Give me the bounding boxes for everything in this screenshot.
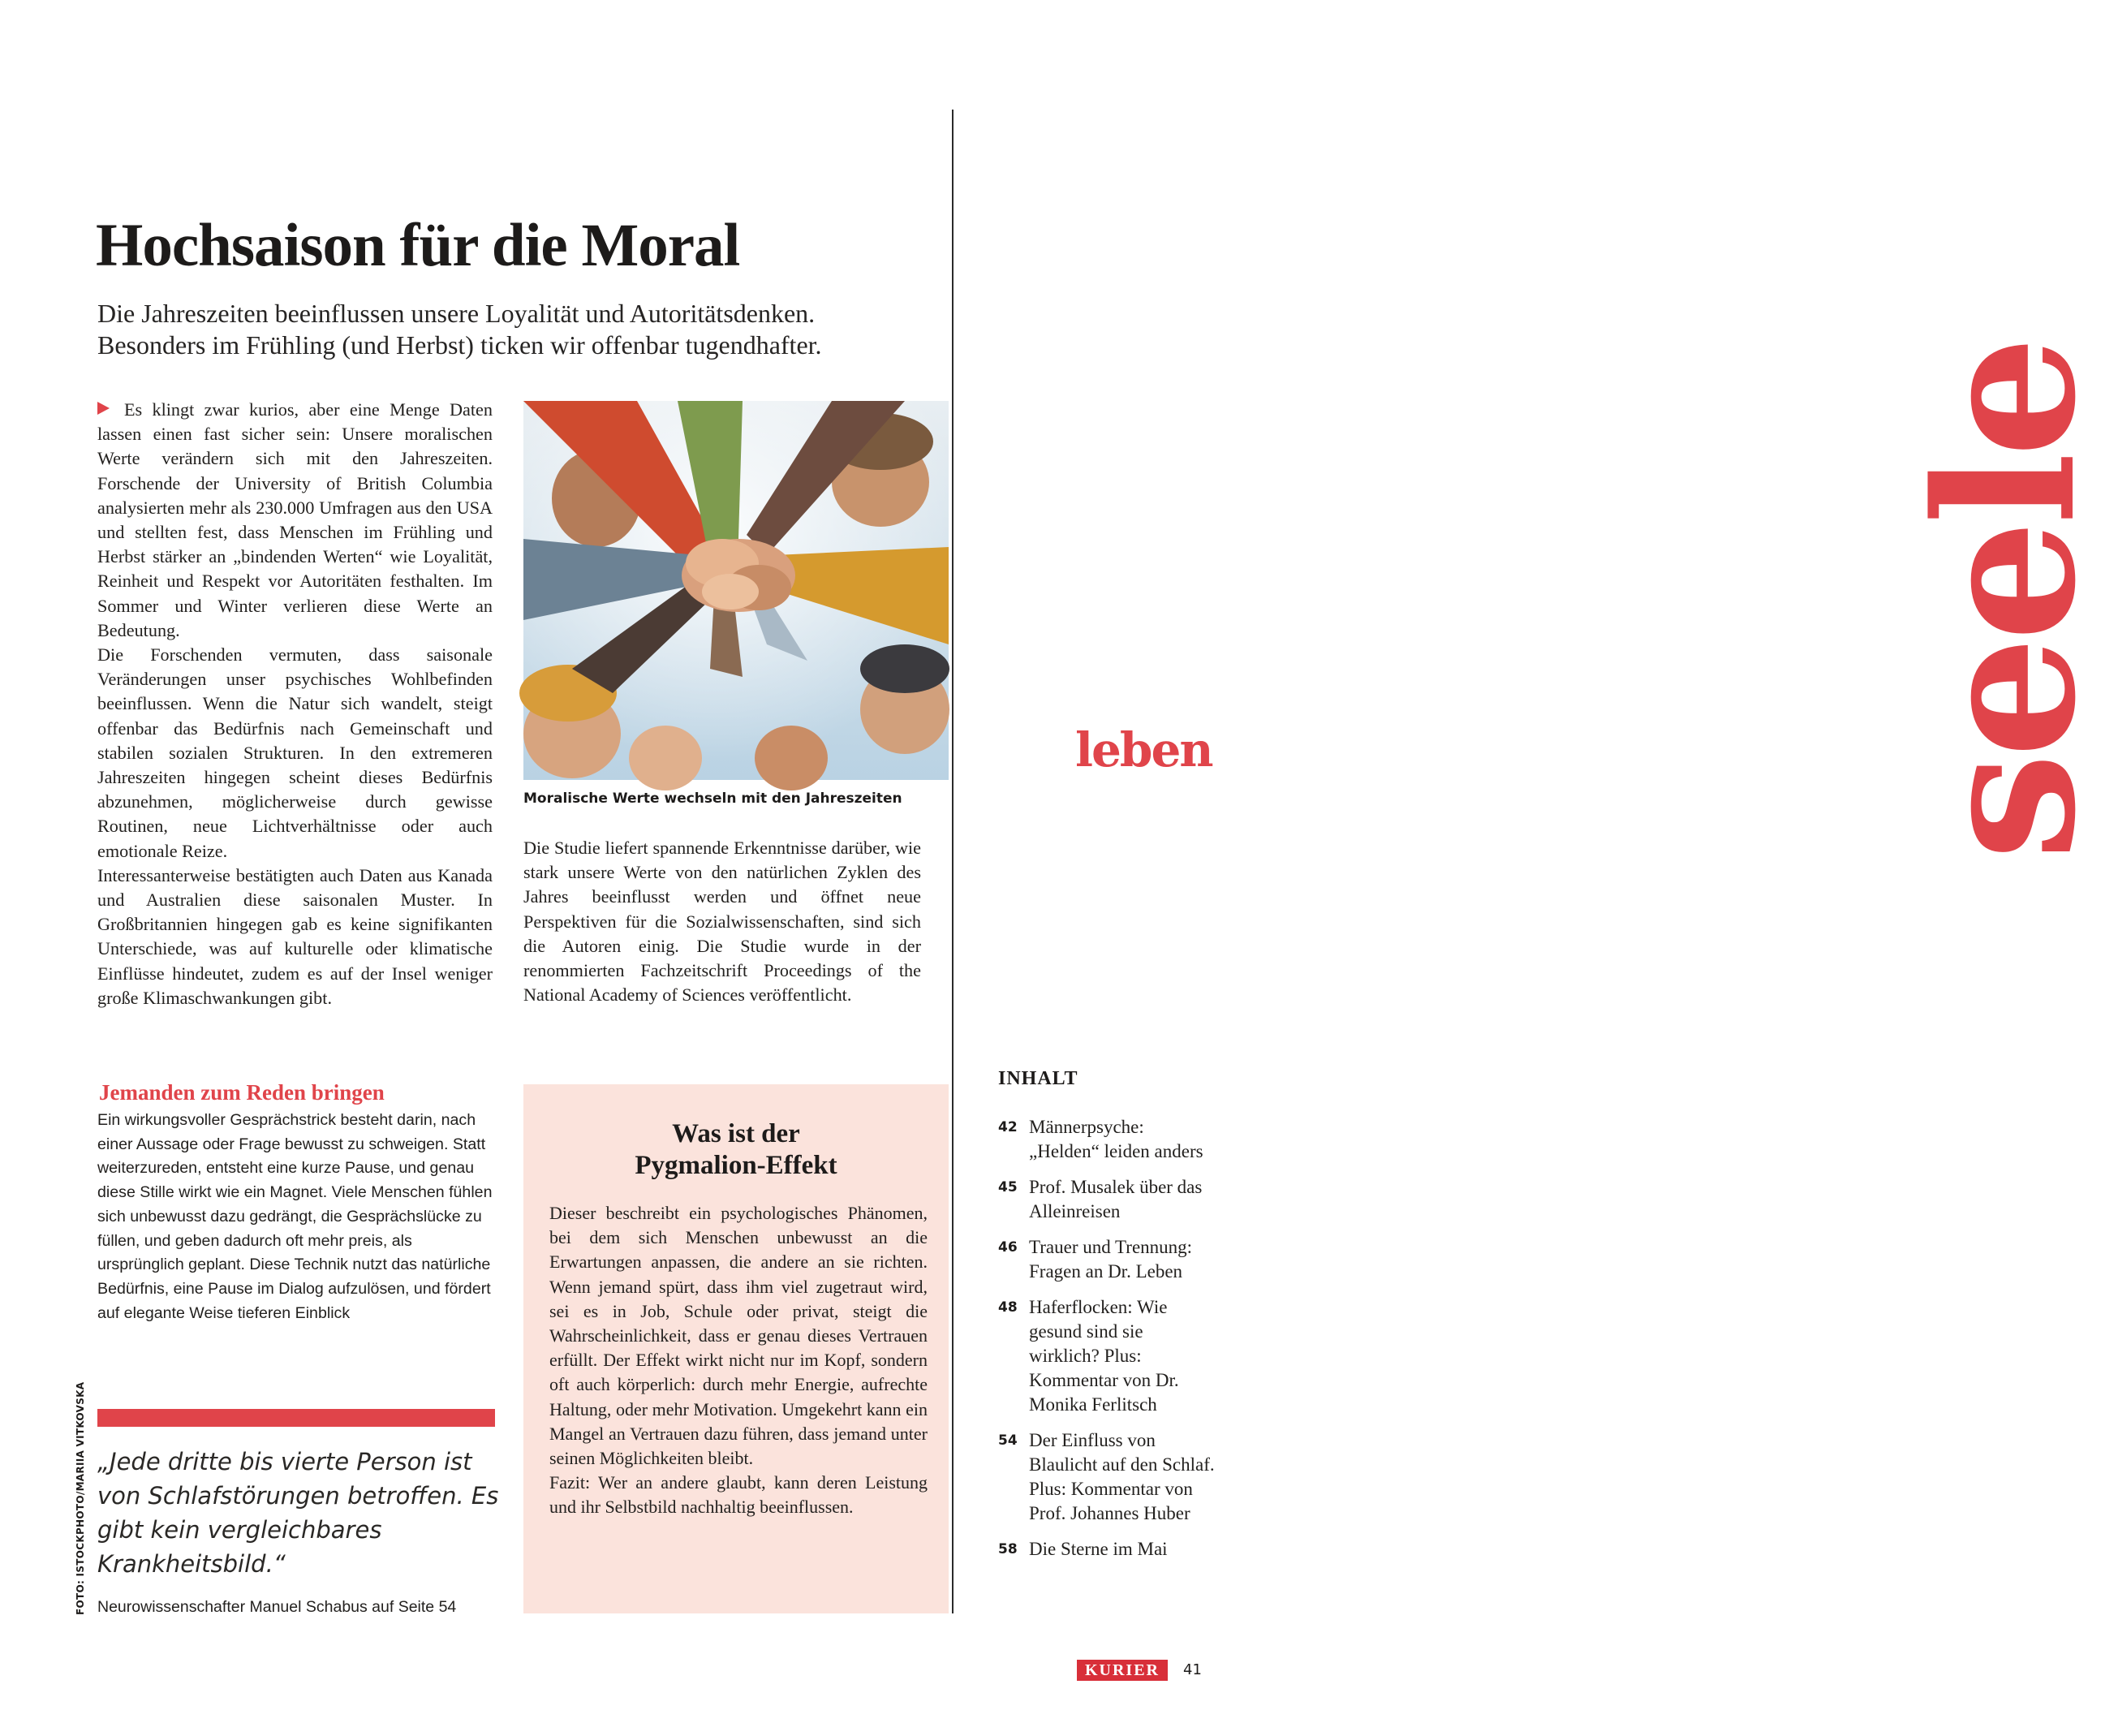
toc-page-number: 54 bbox=[998, 1432, 1018, 1449]
pygmalion-body bbox=[549, 1201, 928, 1520]
article-photo bbox=[523, 401, 949, 780]
tip-title: Jemanden zum Reden bringen bbox=[99, 1080, 385, 1105]
article-headline: Hochsaison für die Moral bbox=[96, 212, 740, 279]
tip-body: Ein wirkungsvoller Gesprächstrick besteht darin, nach einer Aussage oder Frage bewusst zu schweigen. Statt weiterzureden, entsteht eine kurze Pause, und genau diese Stille wirkt wie ein Magnet. Viele Menschen fühlen sich unbewusst dazu gedrängt, die Gesprächslücke zu füllen, und geben dadurch oft mehr preis, als ursprünglich geplant. Diese Technik nutzt das natürliche Bedürfnis, eine Pause im Dialog aufzulösen, und fördert auf elegante Weise tieferen Einblick bbox=[97, 1111, 493, 1322]
toc-item[interactable] bbox=[998, 1428, 1217, 1526]
pygmalion-title-line-2: Pygmalion-Effekt bbox=[635, 1151, 837, 1180]
subhead-line-2: Besonders im Frühling (und Herbst) ticken wir offenbar tugendhafter. bbox=[97, 330, 822, 360]
toc-entry-title: Prof. Musalek über das Alleinreisen bbox=[1029, 1177, 1203, 1221]
quote-source: Neurowissenschafter Manuel Schabus auf Seite 54 bbox=[97, 1598, 457, 1616]
pygmalion-paragraph-1: Dieser beschreibt ein psychologisches Phänomen, bei dem sich Menschen unbewusst an die Erwartungen anpassen, die andere an sie richten. Wenn jemand spürt, dass ihm viel zugetraut wird, sei es in Job, Schule oder privat, steigt die Wahrscheinlichkeit, dass er genau dieses Vertrauen erfüllt. Der Effekt wirkt nicht nur im Kopf, sondern oft auch körperlich: durch mehr Energie, aufrechte Haltung, oder mehr Motivation. Umgekehrt kann ein Mangel an Vertrauen dazu führen, dass jemand unter seinen Möglichkeiten bleibt. bbox=[549, 1203, 928, 1469]
pygmalion-paragraph-2: Fazit: Wer an andere glaubt, kann deren Leistung und ihr Selbstbild nachhaltig beeinflussen. bbox=[549, 1472, 928, 1518]
toc-page-number: 45 bbox=[998, 1179, 1018, 1195]
toc-entry-title: Trauer und Trennung: Fragen an Dr. Leben bbox=[1029, 1237, 1193, 1282]
toc-page-number: 46 bbox=[998, 1239, 1018, 1256]
toc-page-number: 48 bbox=[998, 1299, 1018, 1316]
toc-item[interactable] bbox=[998, 1537, 1217, 1562]
section-subtitle: leben bbox=[1075, 722, 1212, 778]
quote-accent-bar bbox=[97, 1409, 495, 1427]
vertical-divider bbox=[952, 110, 954, 1613]
pygmalion-title bbox=[523, 1118, 949, 1182]
brand-logo: KURIER bbox=[1077, 1660, 1168, 1681]
toc-entry-title: Der Einfluss von Blaulicht auf den Schlaf. Plus: Kommentar von Prof. Johannes Huber bbox=[1029, 1430, 1215, 1523]
hands-together-image bbox=[523, 401, 949, 780]
article-subhead bbox=[97, 298, 949, 361]
toc-page-number: 42 bbox=[998, 1119, 1018, 1135]
toc-item[interactable] bbox=[998, 1175, 1217, 1224]
article-paragraph-4: Die Studie liefert spannende Erkenntnisse darüber, wie stark unsere Werte von den natürlichen Zyklen des Jahres beeinflusst werden und öffnet neue Perspektiven für die Sozialwissenschaften, sind sich die Autoren einig. Die Studie wurde in der renommierten Fachzeitschrift Proceedings of the National Academy of Sciences veröffentlicht. bbox=[523, 838, 921, 1006]
photo-credit: FOTO: ISTOCKPHOTO/MARIIA VITKOVSKA bbox=[75, 1381, 86, 1615]
toc-item[interactable] bbox=[998, 1295, 1217, 1417]
page-number: 41 bbox=[1183, 1661, 1202, 1678]
quote-text: „Jede dritte bis vierte Person ist von Schlafstörungen betroffen. Es gibt kein vergleichbares Krankheitsbild.“ bbox=[97, 1448, 499, 1578]
photo-credit-wrapper bbox=[75, 1381, 89, 1619]
toc-entry-title: Haferflocken: Wie gesund sind sie wirklich? Plus: Kommentar von Dr. Monika Ferlitsch bbox=[1029, 1297, 1179, 1415]
subhead-line-1: Die Jahreszeiten beeinflussen unsere Loyalität und Autoritätsdenken. bbox=[97, 299, 816, 328]
triangle-arrow-icon bbox=[97, 402, 110, 415]
article-column-2 bbox=[523, 836, 921, 1007]
section-title: seele bbox=[1894, 340, 2118, 860]
toc-entry-title: Männerpsyche: „Helden“ leiden anders bbox=[1029, 1117, 1203, 1161]
article-paragraph-1 bbox=[97, 398, 493, 643]
article-paragraph-2: Die Forschenden vermuten, dass saisonale Veränderungen unser psychisches Wohlbefinden beeinflussen. Wenn die Natur sich wandelt, steigt offenbar das Bedürfnis nach Gemeinschaft und stabilen sozialen Strukturen. In den extremeren Jahreszeiten hingegen scheint dieses Bedürfnis abzunehmen, möglicherweise durch gewisse Routinen, neue Lichtverhältnisse oder auch emotionale Reize. bbox=[97, 644, 493, 861]
paragraph-text: Es klingt zwar kurios, aber eine Menge Daten lassen einen fast sicher sein: Unsere moralischen Werte verändern sich mit den Jahreszeiten. Forschende der University of British Columbia analysierten mehr als 230.000 Umfragen aus den USA und stellten fest, dass Menschen im Frühling und Herbst stärker an „bindenden Werten“ wie Loyalität, Reinheit und Respekt vor Autoritäten festhalten. Im Sommer und Winter verlieren diese Werte an Bedeutung. bbox=[97, 399, 493, 640]
toc-item[interactable] bbox=[998, 1235, 1217, 1284]
article-column-1 bbox=[97, 398, 493, 1010]
toc-entry-title: Die Sterne im Mai bbox=[1029, 1539, 1168, 1559]
article-paragraph-3: Interessanterweise bestätigten auch Daten aus Kanada und Australien diese saisonalen Muster. In Großbritannien hingegen gab es keine signifikanten Unterschiede, was auf kulturelle oder klimatische Einflüsse hindeutet, zudem es auf der Insel weniger große Klimaschwankungen gibt. bbox=[97, 864, 493, 1008]
toc-item[interactable] bbox=[998, 1115, 1217, 1164]
table-of-contents bbox=[998, 1115, 1217, 1573]
toc-heading: INHALT bbox=[998, 1068, 1078, 1089]
image-caption: Moralische Werte wechseln mit den Jahreszeiten bbox=[523, 790, 902, 807]
toc-page-number: 58 bbox=[998, 1541, 1018, 1557]
pygmalion-title-line-1: Was ist der bbox=[672, 1119, 800, 1148]
